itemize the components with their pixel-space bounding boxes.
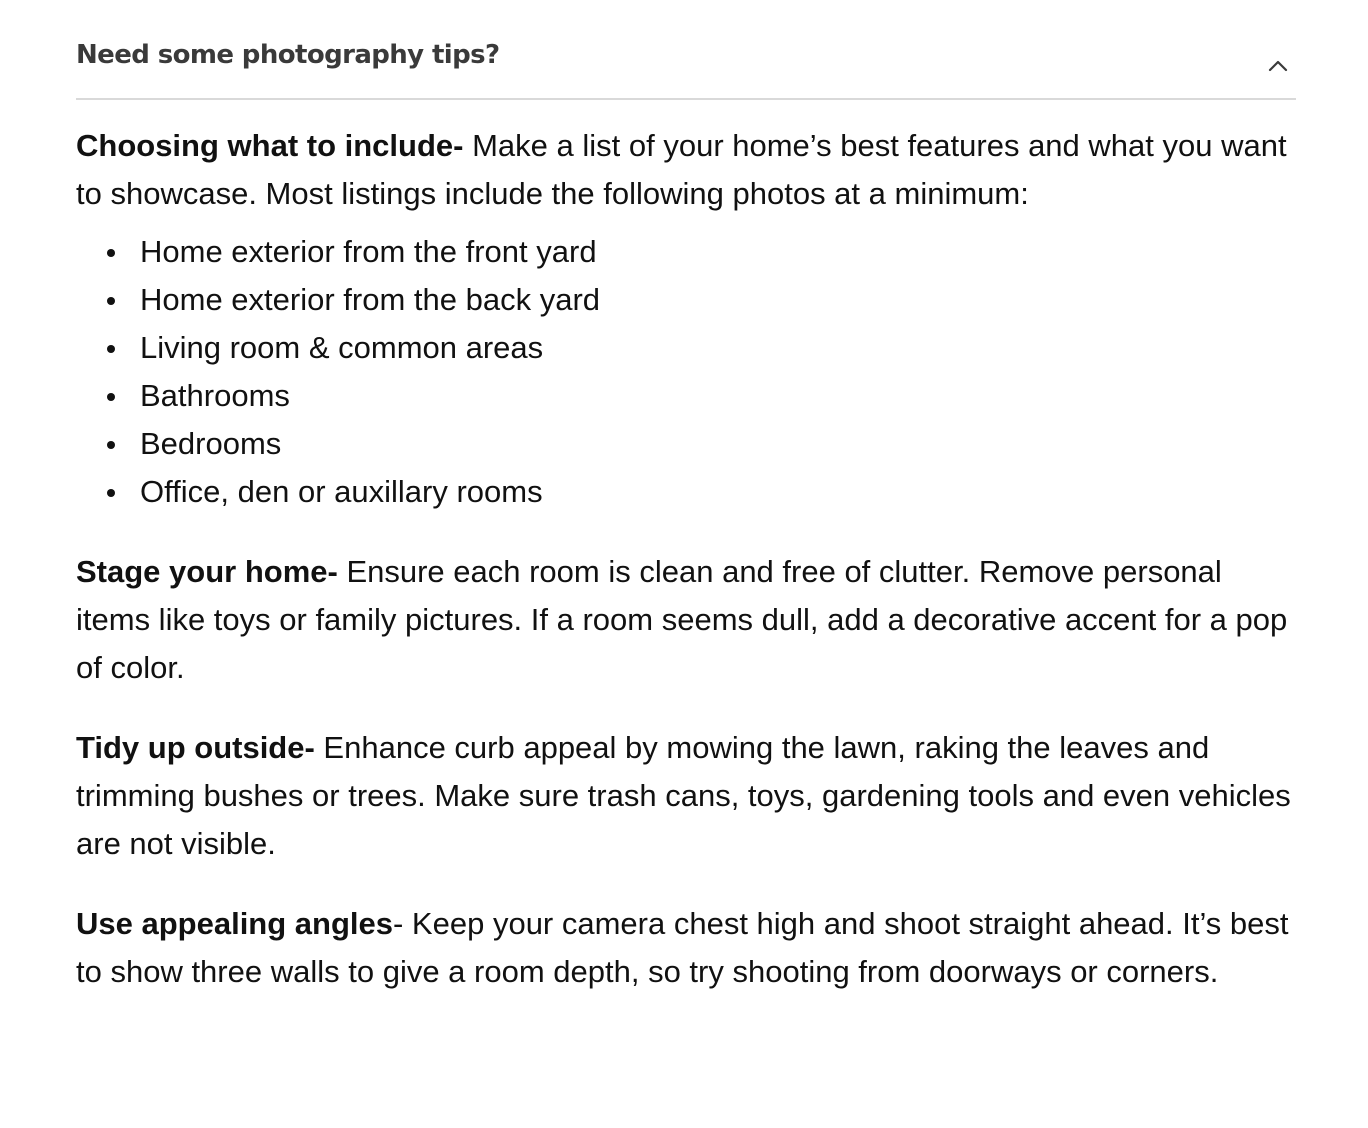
bullet-icon — [107, 441, 115, 449]
accordion-title[interactable]: Need some photography tips? — [76, 40, 500, 70]
bullet-icon — [107, 489, 115, 497]
tip-body: Ensure each room is clean and free of clutter. Remove personal items like toys or family pictures. If a room seems dull, add a decorative accent for a pop of color. — [76, 554, 1288, 685]
tip-paragraph-stage — [76, 548, 1296, 692]
bullet-icon — [107, 345, 115, 353]
list-item-text: Home exterior from the back yard — [140, 282, 601, 317]
tip-body: Make a list of your home’s best features and what you want to showcase. Most listings include the following photos at a minimum: — [76, 128, 1287, 211]
accordion-header[interactable] — [76, 0, 1296, 100]
list-item — [140, 276, 1296, 324]
tip-body: - Keep your camera chest high and shoot straight ahead. It’s best to show three walls to give a room depth, so try shooting from doorways or corners. — [76, 906, 1289, 989]
chevron-up-icon[interactable] — [1268, 58, 1288, 72]
tip-heading: Stage your home- — [76, 554, 338, 589]
tip-paragraph-angles — [76, 900, 1296, 996]
list-item — [140, 372, 1296, 420]
tip-heading: Choosing what to include- — [76, 128, 464, 163]
list-item — [140, 324, 1296, 372]
list-item-text: Living room & common areas — [140, 330, 544, 365]
list-item-text: Bedrooms — [140, 426, 282, 461]
list-item-text: Bathrooms — [140, 378, 290, 413]
list-item-text: Office, den or auxillary rooms — [140, 474, 543, 509]
list-item — [140, 420, 1296, 468]
list-item — [140, 228, 1296, 276]
photography-tips-accordion — [76, 0, 1296, 996]
tip-heading: Tidy up outside- — [76, 730, 315, 765]
tip-heading: Use appealing angles — [76, 906, 393, 941]
bullet-icon — [107, 249, 115, 257]
list-item-text: Home exterior from the front yard — [140, 234, 597, 269]
tip-paragraph-outside — [76, 724, 1296, 868]
list-item — [140, 468, 1296, 516]
bullet-icon — [107, 297, 115, 305]
accordion-content — [76, 100, 1296, 996]
photo-list — [76, 228, 1296, 516]
bullet-icon — [107, 393, 115, 401]
tip-paragraph-include — [76, 122, 1296, 218]
tip-body: Enhance curb appeal by mowing the lawn, raking the leaves and trimming bushes or trees. Make sure trash cans, toys, gardening tools and even vehicles are not visible. — [76, 730, 1291, 861]
